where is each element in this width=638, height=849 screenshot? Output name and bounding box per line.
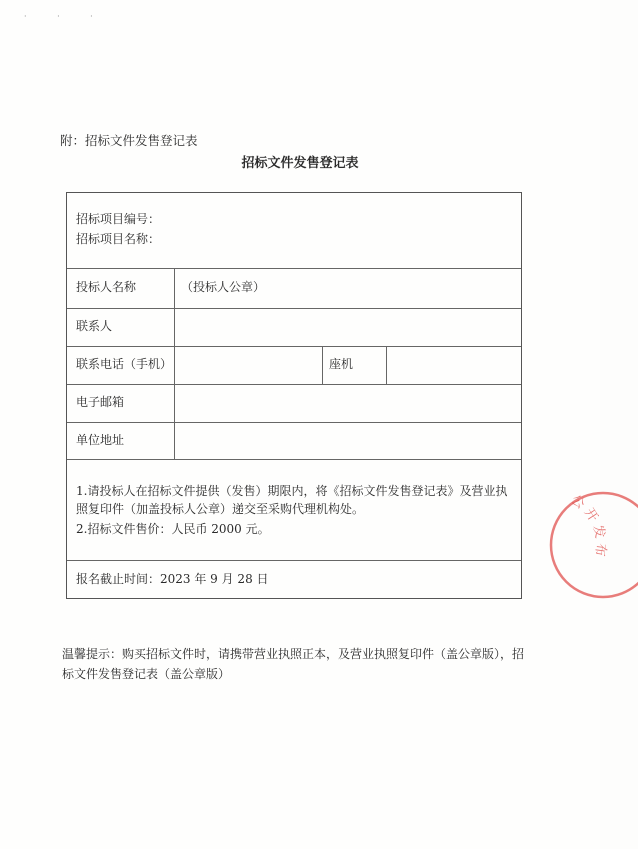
notes-block — [76, 482, 514, 538]
contact-label: 联系人 — [76, 319, 113, 333]
deadline-text: 报名截止时间：2023 年 9 月 28 日 — [76, 572, 269, 586]
svg-text:公开发布 — [568, 492, 608, 561]
scan-specks: · · · — [24, 12, 107, 21]
project-name-label: 招标项目名称： — [76, 232, 161, 246]
appendix-heading: 附：招标文件发售登记表 — [60, 133, 198, 148]
bidder-name-label: 投标人名称 — [76, 280, 137, 294]
column-divider — [174, 268, 175, 459]
row-divider — [67, 268, 521, 269]
row-divider — [67, 384, 521, 385]
column-divider — [386, 346, 387, 384]
column-divider — [322, 346, 323, 384]
project-number-label: 招标项目编号： — [76, 212, 161, 226]
landline-label: 座机 — [329, 357, 354, 371]
address-label: 单位地址 — [76, 433, 125, 447]
row-divider — [67, 346, 521, 347]
note-line-1: 1.请投标人在招标文件提供（发售）期限内，将《招标文件发售登记表》及营业执照复印件（加盖投标人公章）递交至采购代理机构处。 — [76, 484, 508, 516]
phone-label: 联系电话（手机） — [76, 357, 173, 371]
row-divider — [67, 459, 521, 460]
red-seal-stamp — [548, 488, 638, 598]
row-divider — [67, 422, 521, 423]
email-label: 电子邮箱 — [76, 395, 125, 409]
registration-form-table — [66, 192, 522, 599]
seal-text: 公开发布 — [567, 492, 609, 562]
reminder-text: 温馨提示：购买招标文件时，请携带营业执照正本，及营业执照复印件（盖公章版），招标文件发售登记表（盖公章版） — [62, 647, 525, 681]
row-divider — [67, 560, 521, 561]
form-title: 招标文件发售登记表 — [241, 156, 359, 171]
note-line-2: 2.招标文件售价：人民币 2000 元。 — [76, 522, 270, 536]
row-divider — [67, 308, 521, 309]
bidder-name-value: （投标人公章） — [181, 280, 266, 294]
